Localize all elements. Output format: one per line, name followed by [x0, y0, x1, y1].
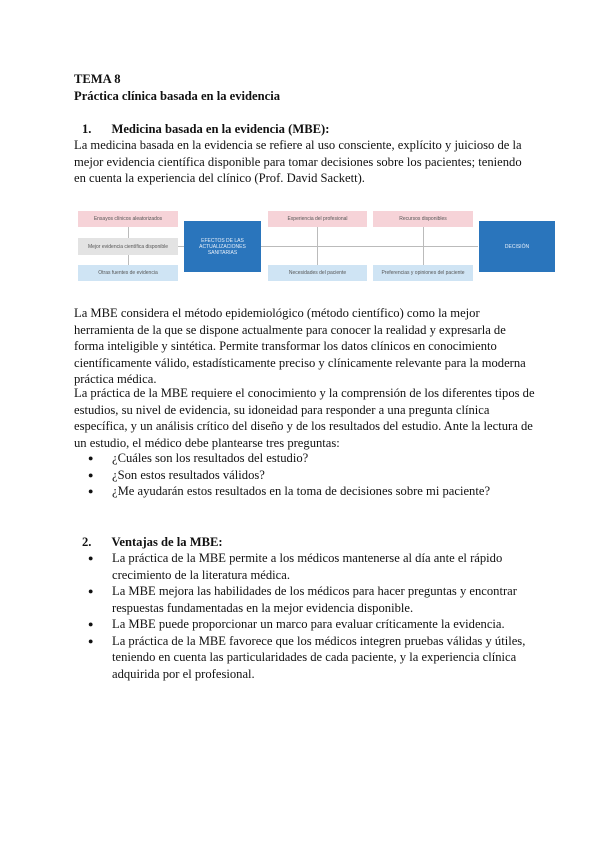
diagram-box: Ensayos clínicos aleatorizados [78, 211, 178, 227]
doc-title: TEMA 8 [74, 72, 121, 86]
questions-list [74, 450, 534, 500]
connector [423, 227, 424, 265]
section1-intro: La medicina basada en la evidencia se refiere al uso consciente, explícito y juicioso de la mejor evidencia científica disponible para tomar decisiones sobre los pacientes; teniendo en cuenta la experiencia del clínico (Prof. David Sackett). [74, 138, 522, 185]
connector [317, 227, 318, 265]
list-item: ● La MBE mejora las habilidades de los médicos para hacer preguntas y encontrar respuestas fundamentadas en la mejor evidencia disponible. [74, 583, 534, 616]
section1-paragraph-2: La MBE considera el método epidemiológico (método científico) como la mejor herramienta de la que se dispone actualmente para conocer la realidad y expresarla de forma inteligible y sintética. Permite transformar los datos clínicos en conocimiento científicamente válido, estadísticamente preciso y clínicamente relevante para la moderna práctica médica. [74, 306, 526, 386]
diagram-decision-box: DECISIÓN [479, 221, 555, 272]
doc-subtitle: Práctica clínica basada en la evidencia [74, 89, 281, 103]
diagram-center-box: EFECTOS DE LAS ACTUALIZACIONES SANITARIAS [184, 221, 261, 272]
diagram-box: Experiencia del profesional [268, 211, 367, 227]
list-item: ● ¿Me ayudarán estos resultados en la toma de decisiones sobre mi paciente? [74, 483, 534, 500]
diagram-box: Necesidades del paciente [268, 265, 367, 281]
list-item: ● La práctica de la MBE favorece que los médicos integren pruebas válidas y útiles, teniendo en cuenta las particularidades de cada paciente, y la experiencia clínica adquirida por el profesional. [74, 633, 534, 683]
list-item: ● La práctica de la MBE permite a los médicos mantenerse al día ante el rápido crecimiento de la literatura médica. [74, 550, 534, 583]
section1-paragraph-3: La práctica de la MBE requiere el conocimiento y la comprensión de los diferentes tipos de estudios, su nivel de evidencia, su idoneidad para responder a una pregunta clínica específica, y un análisis crítico del diseño y de los resultados del estudio. Ante la lectura de un estudio, el médico debe plantearse tres preguntas: [74, 386, 535, 450]
diagram-box: Preferencias y opiniones del paciente [373, 265, 473, 281]
list-item: ● ¿Cuáles son los resultados del estudio? [74, 450, 534, 467]
advantages-list [74, 550, 534, 682]
list-item: ● La MBE puede proporcionar un marco para evaluar críticamente la evidencia. [74, 616, 534, 633]
list-item: ● ¿Son estos resultados válidos? [74, 467, 534, 484]
diagram-box: Mejor evidencia científica disponible [78, 238, 178, 255]
section2-heading: 2. Ventajas de la MBE: [82, 535, 223, 549]
section1-heading: 1. Medicina basada en la evidencia (MBE): [82, 122, 330, 136]
diagram-box: Recursos disponibles [373, 211, 473, 227]
diagram-box: Otras fuentes de evidencia [78, 265, 178, 281]
